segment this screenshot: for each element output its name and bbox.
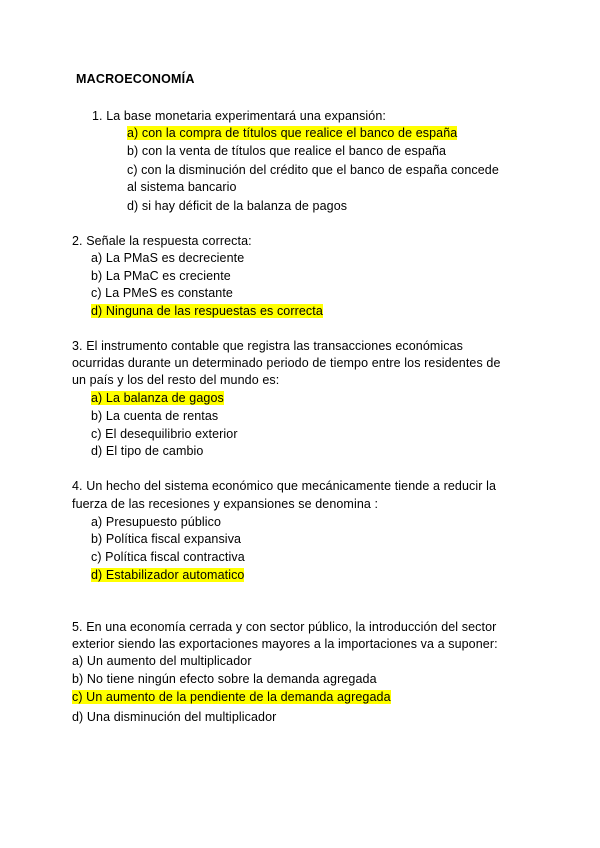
question-3-option-c: c) El desequilibrio exterior <box>91 427 238 441</box>
question-4-stem-line-1: 4. Un hecho del sistema económico que mecánicamente tiende a reducir la <box>72 479 496 493</box>
answer-highlight: a) con la compra de títulos que realice el banco de españa <box>127 126 458 140</box>
question-5-stem-line-1: 5. En una economía cerrada y con sector público, la introducción del sector <box>72 620 497 634</box>
question-4-option-c: c) Política fiscal contractiva <box>91 550 245 564</box>
question-1-option-c: c) con la disminución del crédito que el banco de españa concede <box>127 163 499 177</box>
question-1-option-c-cont: al sistema bancario <box>127 180 237 194</box>
answer-highlight: d) Estabilizador automatico <box>91 568 245 582</box>
question-4-option-a: a) Presupuesto público <box>91 515 222 529</box>
question-4-option-d <box>91 568 244 583</box>
question-3-option-a <box>91 391 224 406</box>
answer-highlight: a) La balanza de gagos <box>91 391 224 405</box>
question-5-stem-line-2: exterior siendo las exportaciones mayores a la importaciones va a suponer: <box>72 637 498 651</box>
question-5-option-d: d) Una disminución del multiplicador <box>72 710 277 724</box>
question-3-stem-line-2: ocurridas durante un determinado periodo de tiempo entre los residentes de <box>72 356 501 370</box>
page-title: MACROECONOMÍA <box>76 72 195 86</box>
question-5-option-c <box>72 690 391 705</box>
question-4-stem-line-2: fuerza de las recesiones y expansiones se denomina : <box>72 497 379 511</box>
question-4-option-b: b) Política fiscal expansiva <box>91 532 242 546</box>
question-2-option-b: b) La PMaC es creciente <box>91 269 231 283</box>
question-3-option-b: b) La cuenta de rentas <box>91 409 219 423</box>
question-5-option-b: b) No tiene ningún efecto sobre la demanda agregada <box>72 672 377 686</box>
question-2-option-a: a) La PMaS es decreciente <box>91 251 245 265</box>
answer-highlight: c) Un aumento de la pendiente de la demanda agregada <box>72 690 391 704</box>
answer-highlight: d) Ninguna de las respuestas es correcta <box>91 304 323 318</box>
question-5-option-a: a) Un aumento del multiplicador <box>72 654 252 668</box>
question-3-stem-line-3: un país y los del resto del mundo es: <box>72 373 280 387</box>
question-2-option-c: c) La PMeS es constante <box>91 286 233 300</box>
question-2-stem: 2. Señale la respuesta correcta: <box>72 234 252 248</box>
question-3-stem-line-1: 3. El instrumento contable que registra las transacciones económicas <box>72 339 464 353</box>
question-1-option-d: d) si hay déficit de la balanza de pagos <box>127 199 348 213</box>
question-1-option-a <box>127 126 457 141</box>
question-3-option-d: d) El tipo de cambio <box>91 444 204 458</box>
question-1-option-b: b) con la venta de títulos que realice el banco de españa <box>127 144 447 158</box>
question-1-stem: 1. La base monetaria experimentará una expansión: <box>92 109 386 123</box>
question-2-option-d <box>91 304 323 319</box>
